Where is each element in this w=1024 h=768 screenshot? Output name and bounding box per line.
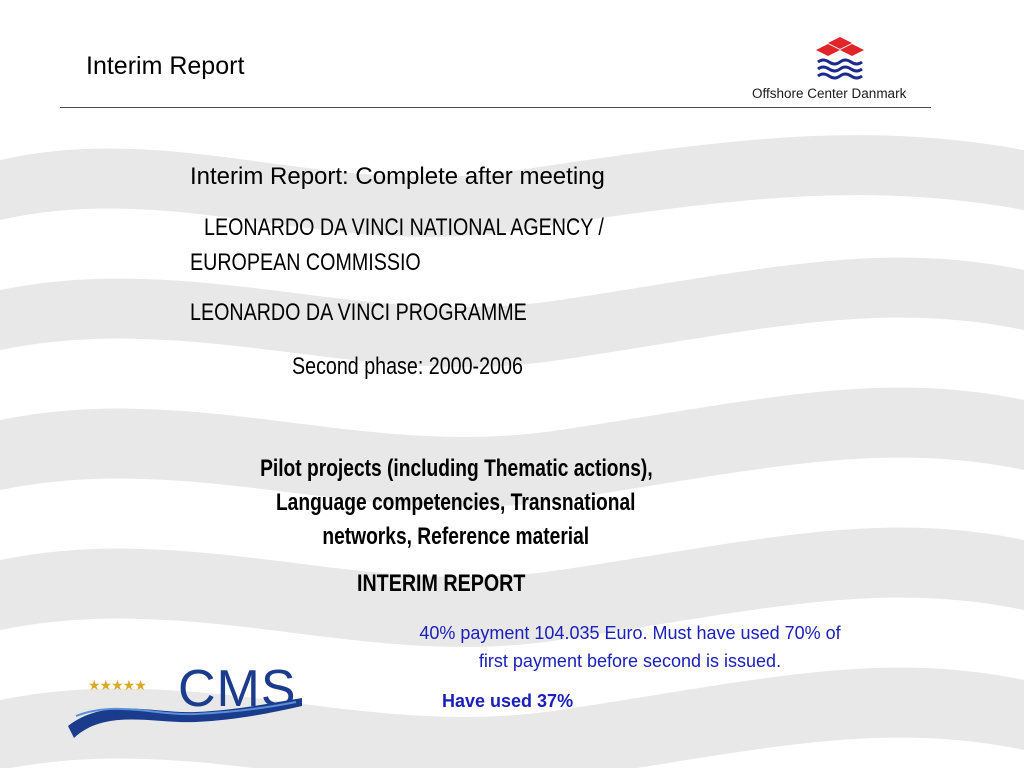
slide-header-title: Interim Report [86, 52, 245, 80]
ocd-logo-name: Offshore Center Danmark [752, 86, 907, 101]
pilot-line: networks, Reference material [322, 523, 590, 550]
programme-name: LEONARDO DA VINCI PROGRAMME [190, 299, 527, 326]
cms-logo [66, 656, 306, 742]
payment-line: first payment before second is issued. [478, 651, 782, 671]
agency-line-1: LEONARDO DA VINCI NATIONAL AGENCY / [204, 214, 604, 241]
programme-phase: Second phase: 2000-2006 [292, 353, 523, 380]
pilot-projects-text [190, 452, 722, 554]
svg-text:CMS: CMS [178, 660, 297, 718]
cms-wave-logo-icon [66, 656, 306, 742]
pilot-line: Pilot projects (including Thematic actions), [259, 455, 653, 482]
used-percentage: Have used 37% [442, 691, 574, 711]
agency-line-2: EUROPEAN COMMISSIO [190, 249, 421, 276]
svg-text:★★★★★: ★★★★★ [88, 678, 146, 694]
pilot-line: Language competencies, Transnational [276, 489, 636, 516]
offshore-center-danmark-logo [740, 34, 935, 104]
ocd-diamond-waves-icon [740, 34, 935, 86]
payment-line: 40% payment 104.035 Euro. Must have used 70% of [419, 623, 841, 643]
report-subtitle: Interim Report: Complete after meeting [190, 163, 605, 190]
header-divider [60, 107, 931, 108]
payment-note [340, 619, 920, 675]
interim-report-heading: INTERIM REPORT [357, 570, 526, 597]
